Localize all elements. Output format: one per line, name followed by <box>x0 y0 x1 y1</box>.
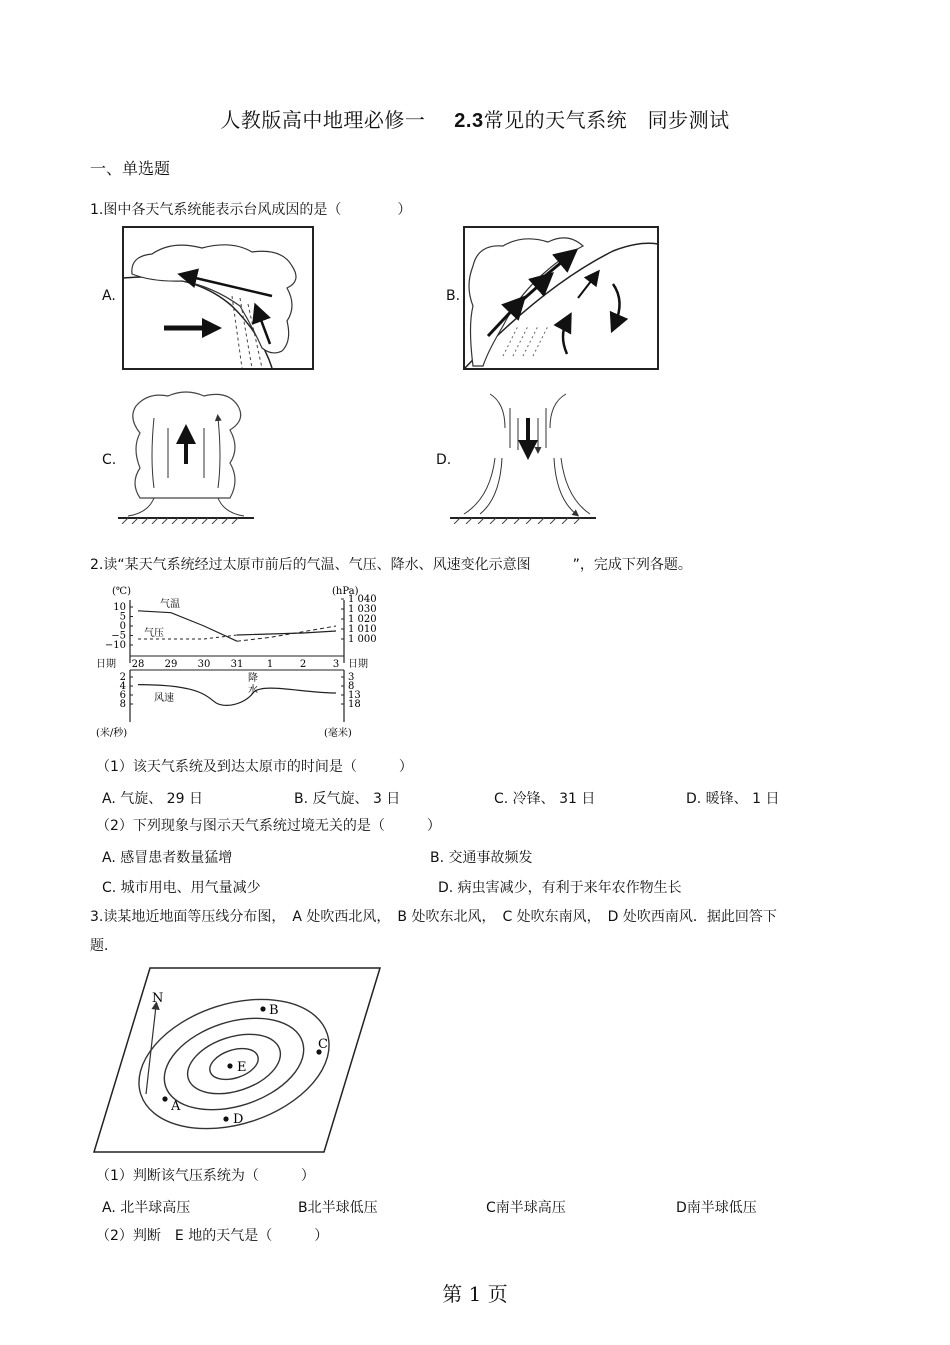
figure-c-cyclone <box>118 388 254 524</box>
figure-a-cold-front <box>122 226 314 370</box>
right-tick-label: 1 010 <box>348 624 377 635</box>
page-title <box>0 104 950 133</box>
q1-option-c[interactable]: C. <box>102 452 117 468</box>
right-tick-label: 1 020 <box>348 614 377 625</box>
date-tick-label: 31 <box>230 659 244 670</box>
q2-sub1-option-a[interactable]: A. 气旋、 29 日 <box>102 791 203 807</box>
wind-series-label: 风速 <box>154 693 174 704</box>
lower-right-tick-label: 8 <box>348 681 355 692</box>
lower-left-tick-label: 6 <box>119 690 126 701</box>
q3-sub2: （2）判断 E 地的天气是（ ） <box>96 1228 329 1244</box>
date-tick-label: 1 <box>266 659 274 670</box>
page-footer: 第 1 页 <box>442 1282 508 1306</box>
point-e: E <box>237 1060 247 1075</box>
right-tick-label: 1 040 <box>348 594 377 605</box>
q1-stem: 1.图中各天气系统能表示台风成因的是（ ） <box>90 202 412 218</box>
q2-sub1: （1）该天气系统及到达太原市的时间是（ ） <box>96 759 413 775</box>
left-tick-label: −5 <box>111 630 126 642</box>
section-heading: 一、单选题 <box>90 159 171 178</box>
lower-left-tick-label: 8 <box>119 699 126 710</box>
q2-sub2-option-d[interactable]: D. 病虫害减少，有利于来年农作物生长 <box>438 880 682 896</box>
q3-isobar-map <box>92 964 382 1156</box>
lower-right-tick-label: 3 <box>348 672 355 683</box>
q1-option-a[interactable]: A. <box>102 288 116 304</box>
q2-sub2: （2）下列现象与图示天气系统过境无关的是（ ） <box>96 818 441 834</box>
date-tick-label: 28 <box>131 659 145 670</box>
right-unit: (hPa) <box>332 586 359 597</box>
lower-right-tick-label: 18 <box>348 699 361 710</box>
q2-stem: 2.读“某天气系统经过太原市前后的气温、气压、降水、风速变化示意图 ”，完成下列各题。 <box>90 557 692 573</box>
q2-weather-chart <box>94 580 394 746</box>
left-tick-label: −10 <box>104 640 126 651</box>
lower-right-tick-label: 13 <box>348 690 361 701</box>
q2-sub1-option-d[interactable]: D. 暖锋、 1 日 <box>686 791 780 807</box>
left-tick-label: 0 <box>119 621 126 632</box>
date-tick-label: 3 <box>332 659 340 670</box>
q1-option-b[interactable]: B. <box>446 288 461 304</box>
q2-sub2-option-c[interactable]: C. 城市用电、用气量减少 <box>102 880 261 896</box>
point-c: C <box>318 1037 328 1052</box>
xlabel-right: 日期 <box>348 659 368 670</box>
point-d: D <box>233 1112 244 1127</box>
q3-stem-line1: 3.读某地近地面等压线分布图， A 处吹西北风， B 处吹东北风， C 处吹东南风， D 处吹西南风．据此回答下 <box>90 909 777 925</box>
q3-sub1-option-a[interactable]: A. 北半球高压 <box>102 1200 191 1216</box>
q2-sub2-option-b[interactable]: B. 交通事故频发 <box>430 850 533 866</box>
q1-option-d[interactable]: D. <box>436 452 452 468</box>
right-tick-label: 1 000 <box>348 634 377 645</box>
figure-d-anticyclone <box>450 388 596 524</box>
title-suffix: 常见的天气系统 同步测试 <box>483 108 730 132</box>
precip-series-label: 水 <box>248 685 258 696</box>
q2-sub1-option-b[interactable]: B. 反气旋、 3 日 <box>294 791 401 807</box>
q3-sub1: （1）判断该气压系统为（ ） <box>96 1168 315 1184</box>
left-tick-label: 5 <box>119 611 126 623</box>
date-tick-label: 2 <box>299 659 307 670</box>
xlabel-left: 日期 <box>96 659 116 670</box>
q3-sub1-option-d[interactable]: D南半球低压 <box>676 1200 757 1216</box>
north-label: N <box>152 991 164 1006</box>
q3-sub1-option-b[interactable]: B北半球低压 <box>298 1200 378 1216</box>
date-tick-label: 29 <box>164 659 178 670</box>
title-prefix: 人教版高中地理必修一 <box>220 108 426 132</box>
date-tick-label: 30 <box>197 659 211 670</box>
title-number: 2.3 <box>454 110 484 132</box>
q2-sub2-option-a[interactable]: A. 感冒患者数量猛增 <box>102 850 233 866</box>
q2-sub1-option-c[interactable]: C. 冷锋、 31 日 <box>494 791 596 807</box>
lower-left-tick-label: 2 <box>119 672 126 683</box>
right-tick-label: 1 030 <box>348 604 377 615</box>
point-b: B <box>269 1003 279 1018</box>
left-tick-label: 10 <box>113 602 126 613</box>
q3-sub1-option-c[interactable]: C南半球高压 <box>486 1200 566 1216</box>
figure-b-warm-front <box>463 226 659 370</box>
lower-right-unit: (毫米) <box>324 728 352 739</box>
lower-left-tick-label: 4 <box>119 681 126 692</box>
lower-left-unit: (米/秒) <box>96 728 128 739</box>
chart-root <box>96 586 377 739</box>
precip-series-label: 降 <box>248 673 258 684</box>
temp-series-label: 气温 <box>160 599 180 610</box>
pressure-series-label: 气压 <box>144 628 164 639</box>
point-a: A <box>171 1099 181 1114</box>
q3-stem-line2: 题． <box>90 938 118 954</box>
left-unit: (℃) <box>112 586 131 597</box>
